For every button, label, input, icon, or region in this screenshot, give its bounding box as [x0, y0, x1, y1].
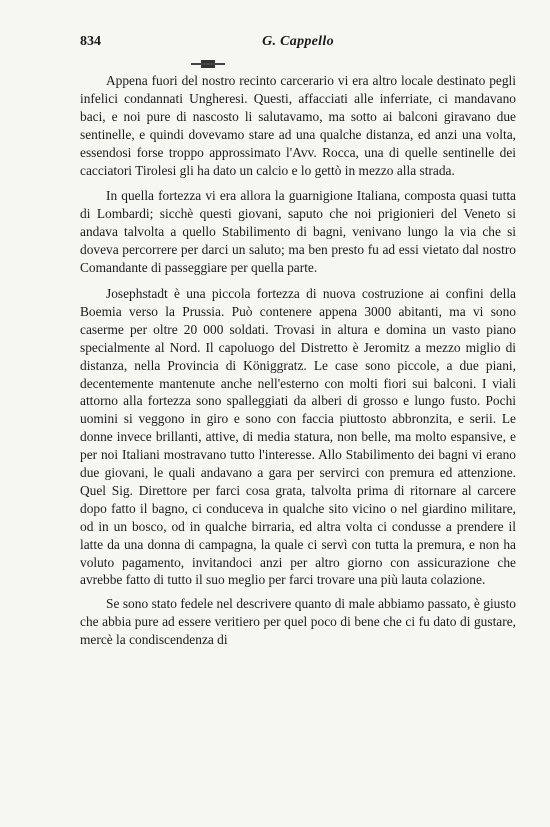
running-head: G. Cappello: [262, 34, 334, 49]
body-text: [80, 72, 516, 657]
paragraph: Josephstadt è una piccola fortezza di nuova costruzione ai confini della Boemia verso la Prussia. Può contenere appena 3000 abitanti, ma vi sono caserme per oltre 20 000 soldati. Trovasi in altura e domina un vasto piano specialmente al Nord. Il capoluogo del Distretto è Jeromitz a mezzo miglio di distanza, nella Provincia di Königgratz. Le case sono piccole, a due piani, decentemente mantenute anche nell'esterno con molti fiori sui balconi. I viali attorno alla fortezza sono spalleggiati da alberi di grosso e lungo fusto. Pochi uomini si veggono in giro e sono con faccia piuttosto abbronzita, e serii. Le donne invece brillanti, attive, di media statura, non belle, ma molto espansive, e per noi Italiani mostravano tutto l'interesse. Allo Stabilimento dei bagni vi erano due giovani, le quali andavano a gara per servirci con premura ed attenzione. Quel Sig. Direttore per farci cosa grata, talvolta prima di ritornare al carcere dopo fatto il bagno, ci conduceva in qualche sito vicino o nel giardino militare, od in un bosco, od in qualche birraria, ed altra volta ci condusse a prendere il latte da una donna di campagna, la quale ci servì con tutta la premura, e non ha voluto pagamento, invitandoci anzi per altro giorno con assicurazione che avrebbe fatto di tutto il suo meglio per farci trovare una più lauta colazione.: [80, 285, 516, 588]
page-header: [80, 34, 516, 56]
paragraph: Se sono stato fedele nel descrivere quanto di male abbiamo passato, è giusto che abbia pure ad essere veritiero per quel poco di bene che ci fu dato di gustare, mercè la condiscendenza di: [80, 596, 516, 648]
page-number: 834: [80, 34, 101, 49]
paragraph: Appena fuori del nostro recinto carcerario vi era altro locale destinato pegli infelici condannati Ungheresi. Questi, affacciati alle inferriate, ci mandavano baci, e noi pure di nascosto li salutavamo, ma sotto ai balconi giravano due sentinelle, e quindi dovevamo stare ad una qualche distanza, ed anzi una volta, essendosi forse troppo approssimato l'Avv. Rocca, una di quelle sentinelle dei cacciatori Tirolesi gli ha dato un calcio e lo gettò in mezzo alla strada.: [80, 73, 516, 178]
paragraph: In quella fortezza vi era allora la guarnigione Italiana, composta quasi tutta di Lombardi; sicchè questi giovani, saputo che noi prigionieri del Veneto si andava talvolta a quello Stabilimento di bagni, venivano lungo la via che si doveva percorrere per darci un saluto; ma ben presto fu ad essi vietato dal nostro Comandante di passeggiare per quella parte.: [80, 188, 516, 276]
header-ornament: [201, 60, 215, 68]
